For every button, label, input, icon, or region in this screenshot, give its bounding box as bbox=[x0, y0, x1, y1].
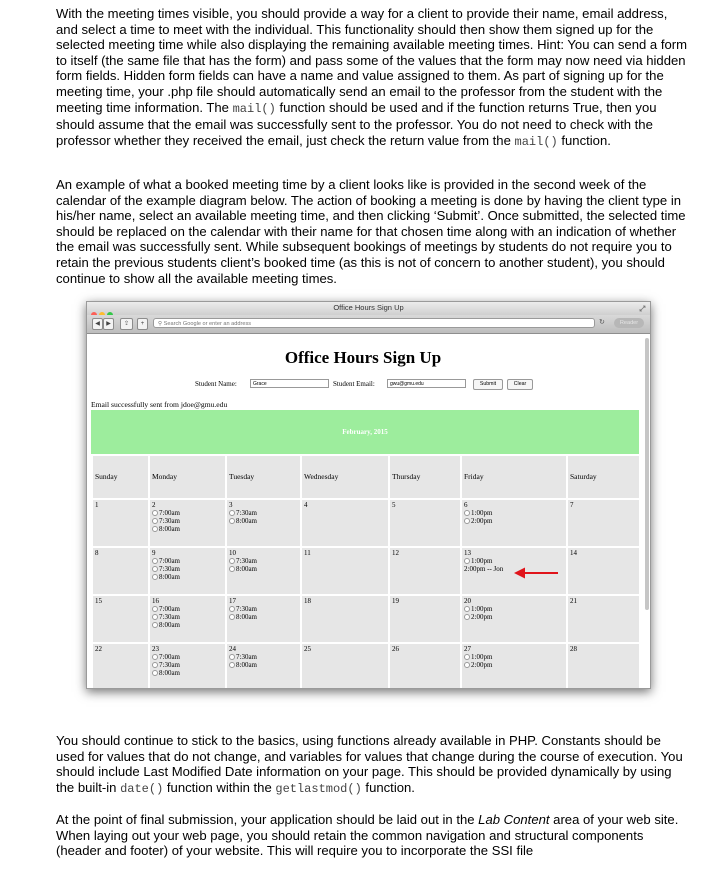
day-number: 17 bbox=[229, 597, 236, 605]
radio-button[interactable] bbox=[229, 662, 235, 668]
search-icon: ⚲ bbox=[158, 321, 164, 327]
time-slot-option[interactable] bbox=[229, 509, 298, 517]
calendar-week-row bbox=[92, 595, 640, 643]
student-email-label: Student Email: bbox=[333, 380, 375, 388]
day-number: 11 bbox=[304, 549, 311, 557]
time-slot-option[interactable] bbox=[464, 517, 564, 525]
weekday-header: Thursday bbox=[389, 455, 461, 499]
calendar-day-cell bbox=[149, 547, 226, 595]
scrollbar[interactable] bbox=[645, 338, 649, 610]
day-number: 25 bbox=[304, 645, 311, 653]
time-slot-option[interactable] bbox=[152, 621, 223, 629]
calendar-day-cell bbox=[92, 595, 149, 643]
student-name-label: Student Name: bbox=[195, 380, 237, 388]
time-slot-label: 8:00am bbox=[236, 661, 257, 669]
time-slot-option[interactable] bbox=[229, 557, 298, 565]
time-slot-label: 8:00am bbox=[236, 565, 257, 573]
p3-text-2: function within the bbox=[163, 779, 276, 795]
radio-button[interactable] bbox=[152, 606, 158, 612]
red-arrow-icon bbox=[514, 567, 560, 579]
radio-button[interactable] bbox=[229, 566, 235, 572]
time-slot-label: 7:00am bbox=[159, 557, 180, 565]
radio-button[interactable] bbox=[152, 518, 158, 524]
time-slot-option[interactable] bbox=[152, 565, 223, 573]
day-number: 12 bbox=[392, 549, 399, 557]
radio-button[interactable] bbox=[464, 558, 470, 564]
radio-button[interactable] bbox=[152, 510, 158, 516]
weekday-header: Friday bbox=[461, 455, 567, 499]
day-number: 10 bbox=[229, 549, 236, 557]
day-number: 2 bbox=[152, 501, 156, 509]
time-slot-label: 7:00am bbox=[159, 509, 180, 517]
time-slot-option[interactable] bbox=[464, 613, 564, 621]
time-slot-label: 2:00pm bbox=[471, 517, 493, 525]
p1-text-1: With the meeting times visible, you should provide a way for a client to provide their name, email address, and select a time to meet with the individual. This functionality should then show them signed up for the selected meeting time while also displaying the remaining available meeting times. Hint: You can send a form to itself (the same file that has the form) and pass some of the values that the form may now need via hidden form fields. Hidden form fields can have a name and value assigned to them. As part of signing up for the meeting time, your .php file should automatically send an email to the professor from the student with the meeting time information. The bbox=[56, 6, 688, 115]
time-slot-option[interactable] bbox=[464, 605, 564, 613]
page-viewport bbox=[87, 334, 650, 688]
radio-button[interactable] bbox=[152, 558, 158, 564]
time-slot-label: 1:00pm bbox=[471, 509, 493, 517]
time-slot-option[interactable] bbox=[152, 573, 223, 581]
weekday-header: Wednesday bbox=[301, 455, 389, 499]
time-slot-option[interactable] bbox=[152, 509, 223, 517]
p1-text-3: function. bbox=[557, 132, 611, 148]
address-bar[interactable] bbox=[153, 318, 595, 328]
radio-button[interactable] bbox=[464, 654, 470, 660]
browser-window bbox=[86, 301, 651, 689]
day-number: 4 bbox=[304, 501, 308, 509]
booked-slot: 2:00pm -- Jon bbox=[464, 565, 504, 573]
p4-text-1: At the point of final submission, your application should be laid out in the bbox=[56, 812, 479, 827]
calendar-day-cell bbox=[149, 595, 226, 643]
time-slot-option[interactable] bbox=[464, 661, 564, 669]
calendar-day-cell bbox=[567, 547, 640, 595]
mail-function-code: mail() bbox=[232, 101, 276, 116]
day-number: 21 bbox=[570, 597, 577, 605]
time-slot-label: 8:00am bbox=[159, 669, 180, 677]
mail-function-code: mail() bbox=[514, 134, 558, 149]
calendar-day-cell bbox=[461, 499, 567, 547]
page-title: Office Hours Sign Up bbox=[284, 348, 442, 367]
time-slot-option[interactable] bbox=[152, 605, 223, 613]
time-slot-option[interactable] bbox=[464, 653, 564, 661]
time-slot-label: 7:30am bbox=[236, 605, 257, 613]
p3-text-1: You should continue to stick to the basics, using functions already available in PHP. Constants should be used for values that do not change, and variables for values that change during the course of execution. You should include Last Modified Date information on your page. This should be provided dynamically by using the built-in bbox=[56, 733, 683, 795]
time-slot-option[interactable] bbox=[152, 613, 223, 621]
time-slot-option[interactable] bbox=[229, 605, 298, 613]
calendar-day-cell bbox=[92, 547, 149, 595]
radio-button[interactable] bbox=[152, 614, 158, 620]
student-email-input[interactable]: gwu@gmu.edu bbox=[387, 379, 466, 388]
day-number: 22 bbox=[95, 645, 102, 653]
day-number: 8 bbox=[95, 549, 99, 557]
calendar-week-row bbox=[92, 499, 640, 547]
time-slot-label: 2:00pm bbox=[471, 613, 493, 621]
radio-button[interactable] bbox=[152, 654, 158, 660]
time-slot-option[interactable] bbox=[229, 661, 298, 669]
time-slot-option[interactable] bbox=[464, 557, 564, 565]
browser-titlebar bbox=[87, 302, 650, 315]
weekday-header-row bbox=[92, 455, 640, 499]
time-slot-label: 7:00am bbox=[159, 653, 180, 661]
day-number: 1 bbox=[95, 501, 99, 509]
day-number: 15 bbox=[95, 597, 102, 605]
paragraph-final-submission bbox=[56, 812, 688, 859]
paragraph-php-basics bbox=[56, 733, 688, 797]
day-number: 27 bbox=[464, 645, 471, 653]
calendar-day-cell bbox=[149, 643, 226, 689]
day-number: 18 bbox=[304, 597, 311, 605]
time-slot-option[interactable] bbox=[152, 517, 223, 525]
calendar-day-cell bbox=[226, 547, 301, 595]
day-number: 20 bbox=[464, 597, 471, 605]
time-slot-label: 8:00am bbox=[236, 517, 257, 525]
radio-button[interactable] bbox=[152, 670, 158, 676]
calendar-day-cell bbox=[389, 643, 461, 689]
fullscreen-icon[interactable] bbox=[639, 305, 646, 312]
time-slot-option[interactable] bbox=[152, 525, 223, 533]
radio-button[interactable] bbox=[152, 622, 158, 628]
submit-button[interactable]: Submit bbox=[473, 379, 503, 390]
getlastmod-function-code: getlastmod() bbox=[275, 781, 362, 796]
time-slot-label: 7:30am bbox=[159, 565, 180, 573]
day-number: 7 bbox=[570, 501, 574, 509]
radio-button[interactable] bbox=[152, 566, 158, 572]
time-slot-label: 7:30am bbox=[236, 557, 257, 565]
time-slot-label: 8:00am bbox=[159, 621, 180, 629]
reload-icon[interactable]: ↻ bbox=[599, 319, 605, 326]
time-slot-option[interactable] bbox=[152, 557, 223, 565]
paragraph-booking-example: An example of what a booked meeting time by a client looks like is provided in the second week of the calendar of the example diagram below. The action of booking a meeting is done by having the client type in his/her name, select an available meeting time, and then clicking ‘Submit’. Once submitted, the selected time should be replaced on the calendar with their name for that chosen time along with an indication of whether the email was successfully sent. While subsequent bookings of meetings by students do not require you to retain the previous students client’s booked time (as this is not of concern to another student), you should continue to show all the available meeting times. bbox=[56, 177, 686, 286]
calendar-day-cell bbox=[92, 643, 149, 689]
time-slot-label: 1:00pm bbox=[471, 557, 493, 565]
time-slot-option[interactable] bbox=[152, 661, 223, 669]
time-slot-label: 7:30am bbox=[159, 517, 180, 525]
radio-button[interactable] bbox=[229, 510, 235, 516]
calendar bbox=[91, 410, 639, 689]
new-tab-icon[interactable]: + bbox=[137, 318, 148, 330]
reader-button[interactable]: Reader bbox=[614, 318, 644, 328]
forward-icon[interactable]: ▶ bbox=[103, 318, 114, 330]
day-number: 5 bbox=[392, 501, 396, 509]
address-placeholder: Search Google or enter an address bbox=[163, 321, 252, 327]
day-number: 14 bbox=[570, 549, 577, 557]
calendar-day-cell bbox=[149, 499, 226, 547]
calendar-day-cell bbox=[301, 595, 389, 643]
day-number: 23 bbox=[152, 645, 159, 653]
date-function-code: date() bbox=[120, 781, 164, 796]
share-icon[interactable]: ⇪ bbox=[120, 318, 133, 330]
weekday-header: Saturday bbox=[567, 455, 640, 499]
day-number: 26 bbox=[392, 645, 399, 653]
radio-button[interactable] bbox=[229, 558, 235, 564]
calendar-day-cell bbox=[461, 595, 567, 643]
radio-button[interactable] bbox=[229, 606, 235, 612]
day-number: 28 bbox=[570, 645, 577, 653]
radio-button[interactable] bbox=[229, 614, 235, 620]
back-icon[interactable]: ◀ bbox=[92, 318, 103, 330]
radio-button[interactable] bbox=[464, 518, 470, 524]
time-slot-label: 7:30am bbox=[236, 509, 257, 517]
radio-button[interactable] bbox=[152, 574, 158, 580]
weekday-header: Monday bbox=[149, 455, 226, 499]
radio-button[interactable] bbox=[229, 518, 235, 524]
time-slot-label: 7:00am bbox=[159, 605, 180, 613]
time-slot-option[interactable] bbox=[152, 653, 223, 661]
time-slot-option[interactable] bbox=[464, 509, 564, 517]
day-number: 6 bbox=[464, 501, 468, 509]
radio-button[interactable] bbox=[464, 606, 470, 612]
radio-button[interactable] bbox=[464, 510, 470, 516]
time-slot-option[interactable] bbox=[229, 517, 298, 525]
time-slot-label: 8:00am bbox=[159, 573, 180, 581]
radio-button[interactable] bbox=[464, 614, 470, 620]
radio-button[interactable] bbox=[152, 662, 158, 668]
time-slot-label: 7:30am bbox=[236, 653, 257, 661]
time-slot-label: 1:00pm bbox=[471, 605, 493, 613]
calendar-day-cell bbox=[567, 643, 640, 689]
paragraph-mail-function bbox=[56, 6, 688, 150]
day-number: 24 bbox=[229, 645, 236, 653]
calendar-day-cell bbox=[301, 499, 389, 547]
lab-content-emphasis: Lab Content bbox=[478, 812, 550, 827]
weekday-header: Tuesday bbox=[226, 455, 301, 499]
time-slot-option[interactable] bbox=[229, 565, 298, 573]
calendar-day-cell bbox=[301, 643, 389, 689]
calendar-day-cell bbox=[389, 595, 461, 643]
time-slot-label: 7:30am bbox=[159, 613, 180, 621]
calendar-day-cell bbox=[226, 595, 301, 643]
day-number: 13 bbox=[464, 549, 471, 557]
calendar-day-cell bbox=[567, 595, 640, 643]
time-slot-option[interactable] bbox=[229, 653, 298, 661]
p1-text-2: function should be used and if the function returns True, then you should assume that the email was successfully sent to the professor. You do not need to check with the professor whether they received the email, just check the return value from the bbox=[56, 99, 657, 148]
calendar-day-cell bbox=[226, 643, 301, 689]
window-title: Office Hours Sign Up bbox=[333, 303, 404, 312]
radio-button[interactable] bbox=[229, 654, 235, 660]
p4-text-2: area of your web site. When laying out your web page, you should retain the common navigation and structural components (header and footer) of your website. This will require you to incorporate the SSI file bbox=[56, 812, 679, 859]
calendar-week-row bbox=[92, 643, 640, 689]
day-number: 19 bbox=[392, 597, 399, 605]
calendar-day-cell bbox=[389, 499, 461, 547]
browser-toolbar bbox=[87, 315, 650, 334]
email-success-message: Email successfully sent from jdoe@gmu.edu bbox=[91, 400, 228, 409]
p3-text-3: function. bbox=[361, 779, 415, 795]
day-number: 3 bbox=[229, 501, 233, 509]
time-slot-option[interactable] bbox=[152, 669, 223, 677]
time-slot-label: 2:00pm bbox=[471, 661, 493, 669]
time-slot-label: 8:00am bbox=[236, 613, 257, 621]
month-header: February, 2015 bbox=[91, 410, 639, 454]
radio-button[interactable] bbox=[152, 526, 158, 532]
day-number: 9 bbox=[152, 549, 156, 557]
calendar-day-cell bbox=[92, 499, 149, 547]
time-slot-label: 8:00am bbox=[159, 525, 180, 533]
time-slot-label: 1:00pm bbox=[471, 653, 493, 661]
calendar-day-cell bbox=[389, 547, 461, 595]
weekday-header: Sunday bbox=[92, 455, 149, 499]
calendar-day-cell bbox=[301, 547, 389, 595]
time-slot-option[interactable] bbox=[229, 613, 298, 621]
clear-button[interactable]: Clear bbox=[507, 379, 533, 390]
time-slot-label: 7:30am bbox=[159, 661, 180, 669]
calendar-day-cell bbox=[461, 643, 567, 689]
calendar-day-cell bbox=[226, 499, 301, 547]
calendar-day-cell bbox=[567, 499, 640, 547]
radio-button[interactable] bbox=[464, 662, 470, 668]
student-name-input[interactable]: Grace bbox=[250, 379, 329, 388]
day-number: 16 bbox=[152, 597, 159, 605]
